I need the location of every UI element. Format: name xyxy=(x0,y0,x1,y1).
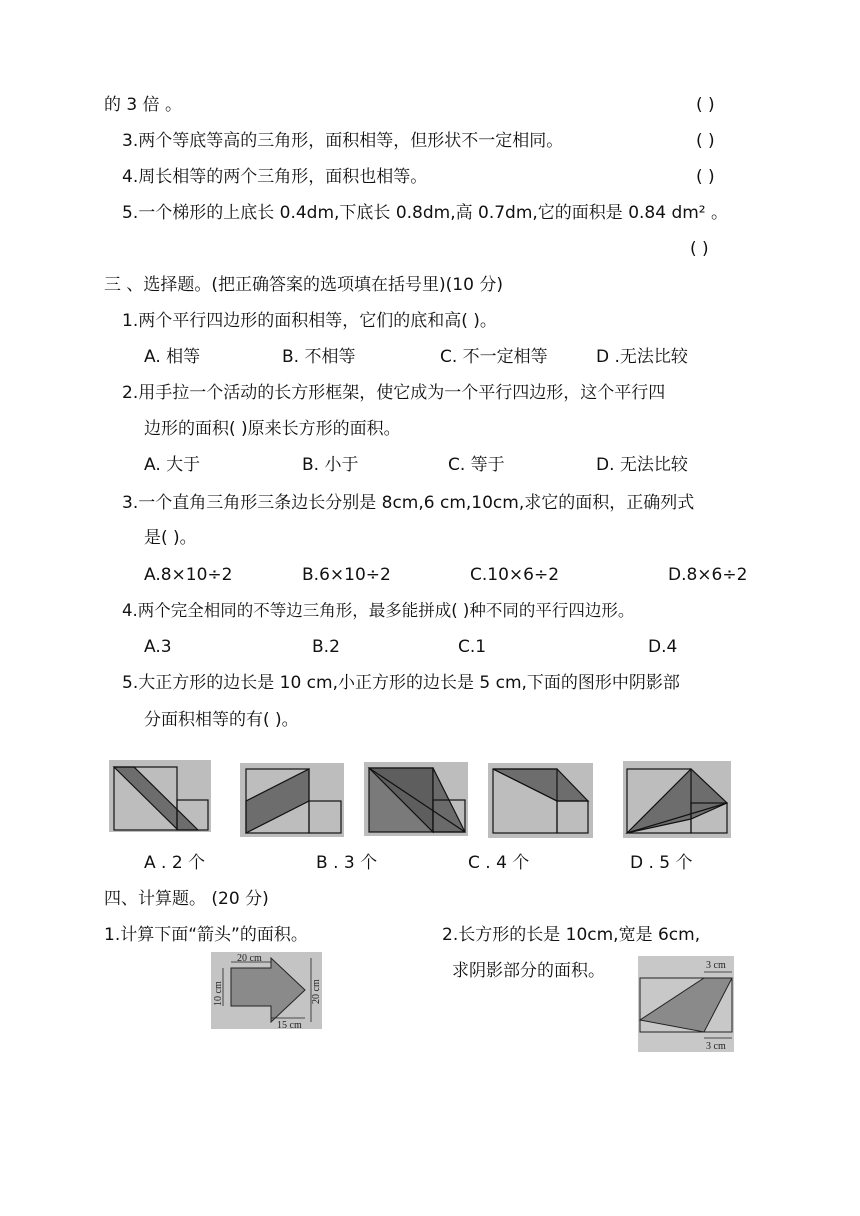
option-b[interactable]: B . 3 个 xyxy=(316,853,378,873)
choice-question-3-line2: 是( )。 xyxy=(144,528,197,548)
figure-3 xyxy=(364,762,468,836)
answer-paren[interactable]: ( ) xyxy=(696,167,715,187)
option-c[interactable]: C. 不一定相等 xyxy=(440,347,548,367)
calc-question-1: 1.计算下面“箭头”的面积。 xyxy=(104,925,308,945)
choice-question-2-line2: 边形的面积( )原来长方形的面积。 xyxy=(144,419,401,439)
option-a[interactable]: A . 2 个 xyxy=(144,853,206,873)
calc-question-2-line1: 2.长方形的长是 10cm,宽是 6cm, xyxy=(442,925,701,945)
option-d[interactable]: D.8×6÷2 xyxy=(668,565,748,585)
option-c[interactable]: C.1 xyxy=(458,637,487,657)
choice-question-1: 1.两个平行四边形的面积相等，它们的底和高( )。 xyxy=(122,311,497,331)
arrow-right-label: 20 cm xyxy=(311,979,322,1004)
section-4-title: 四、计算题。 (20 分) xyxy=(104,889,269,909)
option-c[interactable]: C.10×6÷2 xyxy=(470,565,560,585)
option-c[interactable]: C . 4 个 xyxy=(468,853,530,873)
section-3-title: 三 、选择题。(把正确答案的选项填在括号里)(10 分) xyxy=(104,275,503,295)
option-d[interactable]: D.4 xyxy=(648,637,678,657)
answer-paren[interactable]: ( ) xyxy=(690,239,709,259)
option-a[interactable]: A.8×10÷2 xyxy=(144,565,233,585)
choice-question-4: 4.两个完全相同的不等边三角形，最多能拼成( )种不同的平行四边形。 xyxy=(122,601,635,620)
option-b[interactable]: B.6×10÷2 xyxy=(302,565,391,585)
arrow-figure xyxy=(211,952,322,1029)
option-b[interactable]: B. 小于 xyxy=(302,455,359,475)
option-d[interactable]: D . 5 个 xyxy=(630,853,693,873)
answer-paren[interactable]: ( ) xyxy=(696,131,715,151)
choice-question-5-line1: 5.大正方形的边长是 10 cm,小正方形的边长是 5 cm,下面的图形中阴影部 xyxy=(122,673,680,693)
arrow-left-label: 10 cm xyxy=(213,981,224,1006)
rectangle-figure xyxy=(638,956,734,1052)
option-d[interactable]: D. 无法比较 xyxy=(596,455,688,475)
option-b[interactable]: B. 不相等 xyxy=(282,347,356,367)
answer-paren[interactable]: ( ) xyxy=(696,95,715,115)
tf-question-4: 4.周长相等的两个三角形，面积也相等。 xyxy=(122,167,428,187)
rect-bottom-label: 3 cm xyxy=(706,1041,726,1052)
calc-question-2-line2: 求阴影部分的面积。 xyxy=(452,961,605,981)
tf-question-3: 3.两个等底等高的三角形，面积相等，但形状不一定相同。 xyxy=(122,131,564,151)
figure-5 xyxy=(623,761,731,838)
arrow-top-label: 20 cm xyxy=(237,953,262,964)
option-c[interactable]: C. 等于 xyxy=(448,455,505,475)
tf-question-5: 5.一个梯形的上底长 0.4dm,下底长 0.8dm,高 0.7dm,它的面积是 0.84 dm² 。 xyxy=(122,203,729,223)
arrow-bottom-label: 15 cm xyxy=(277,1020,302,1029)
figure-4 xyxy=(488,763,593,838)
choice-question-2-line1: 2.用手拉一个活动的长方形框架，使它成为一个平行四边形，这个平行四 xyxy=(122,383,666,403)
figure-2 xyxy=(240,763,344,837)
option-a[interactable]: A.3 xyxy=(144,637,172,657)
option-a[interactable]: A. 大于 xyxy=(144,455,201,475)
option-d[interactable]: D .无法比较 xyxy=(596,347,688,367)
q2-tail: 的 3 倍 。 xyxy=(104,95,183,115)
figure-1 xyxy=(109,760,211,832)
option-a[interactable]: A. 相等 xyxy=(144,347,201,367)
choice-question-5-line2: 分面积相等的有( )。 xyxy=(144,710,299,730)
option-b[interactable]: B.2 xyxy=(312,637,340,657)
choice-question-3-line1: 3.一个直角三角形三条边长分别是 8cm,6 cm,10cm,求它的面积，正确列式 xyxy=(122,493,695,513)
rect-top-label: 3 cm xyxy=(706,960,726,971)
